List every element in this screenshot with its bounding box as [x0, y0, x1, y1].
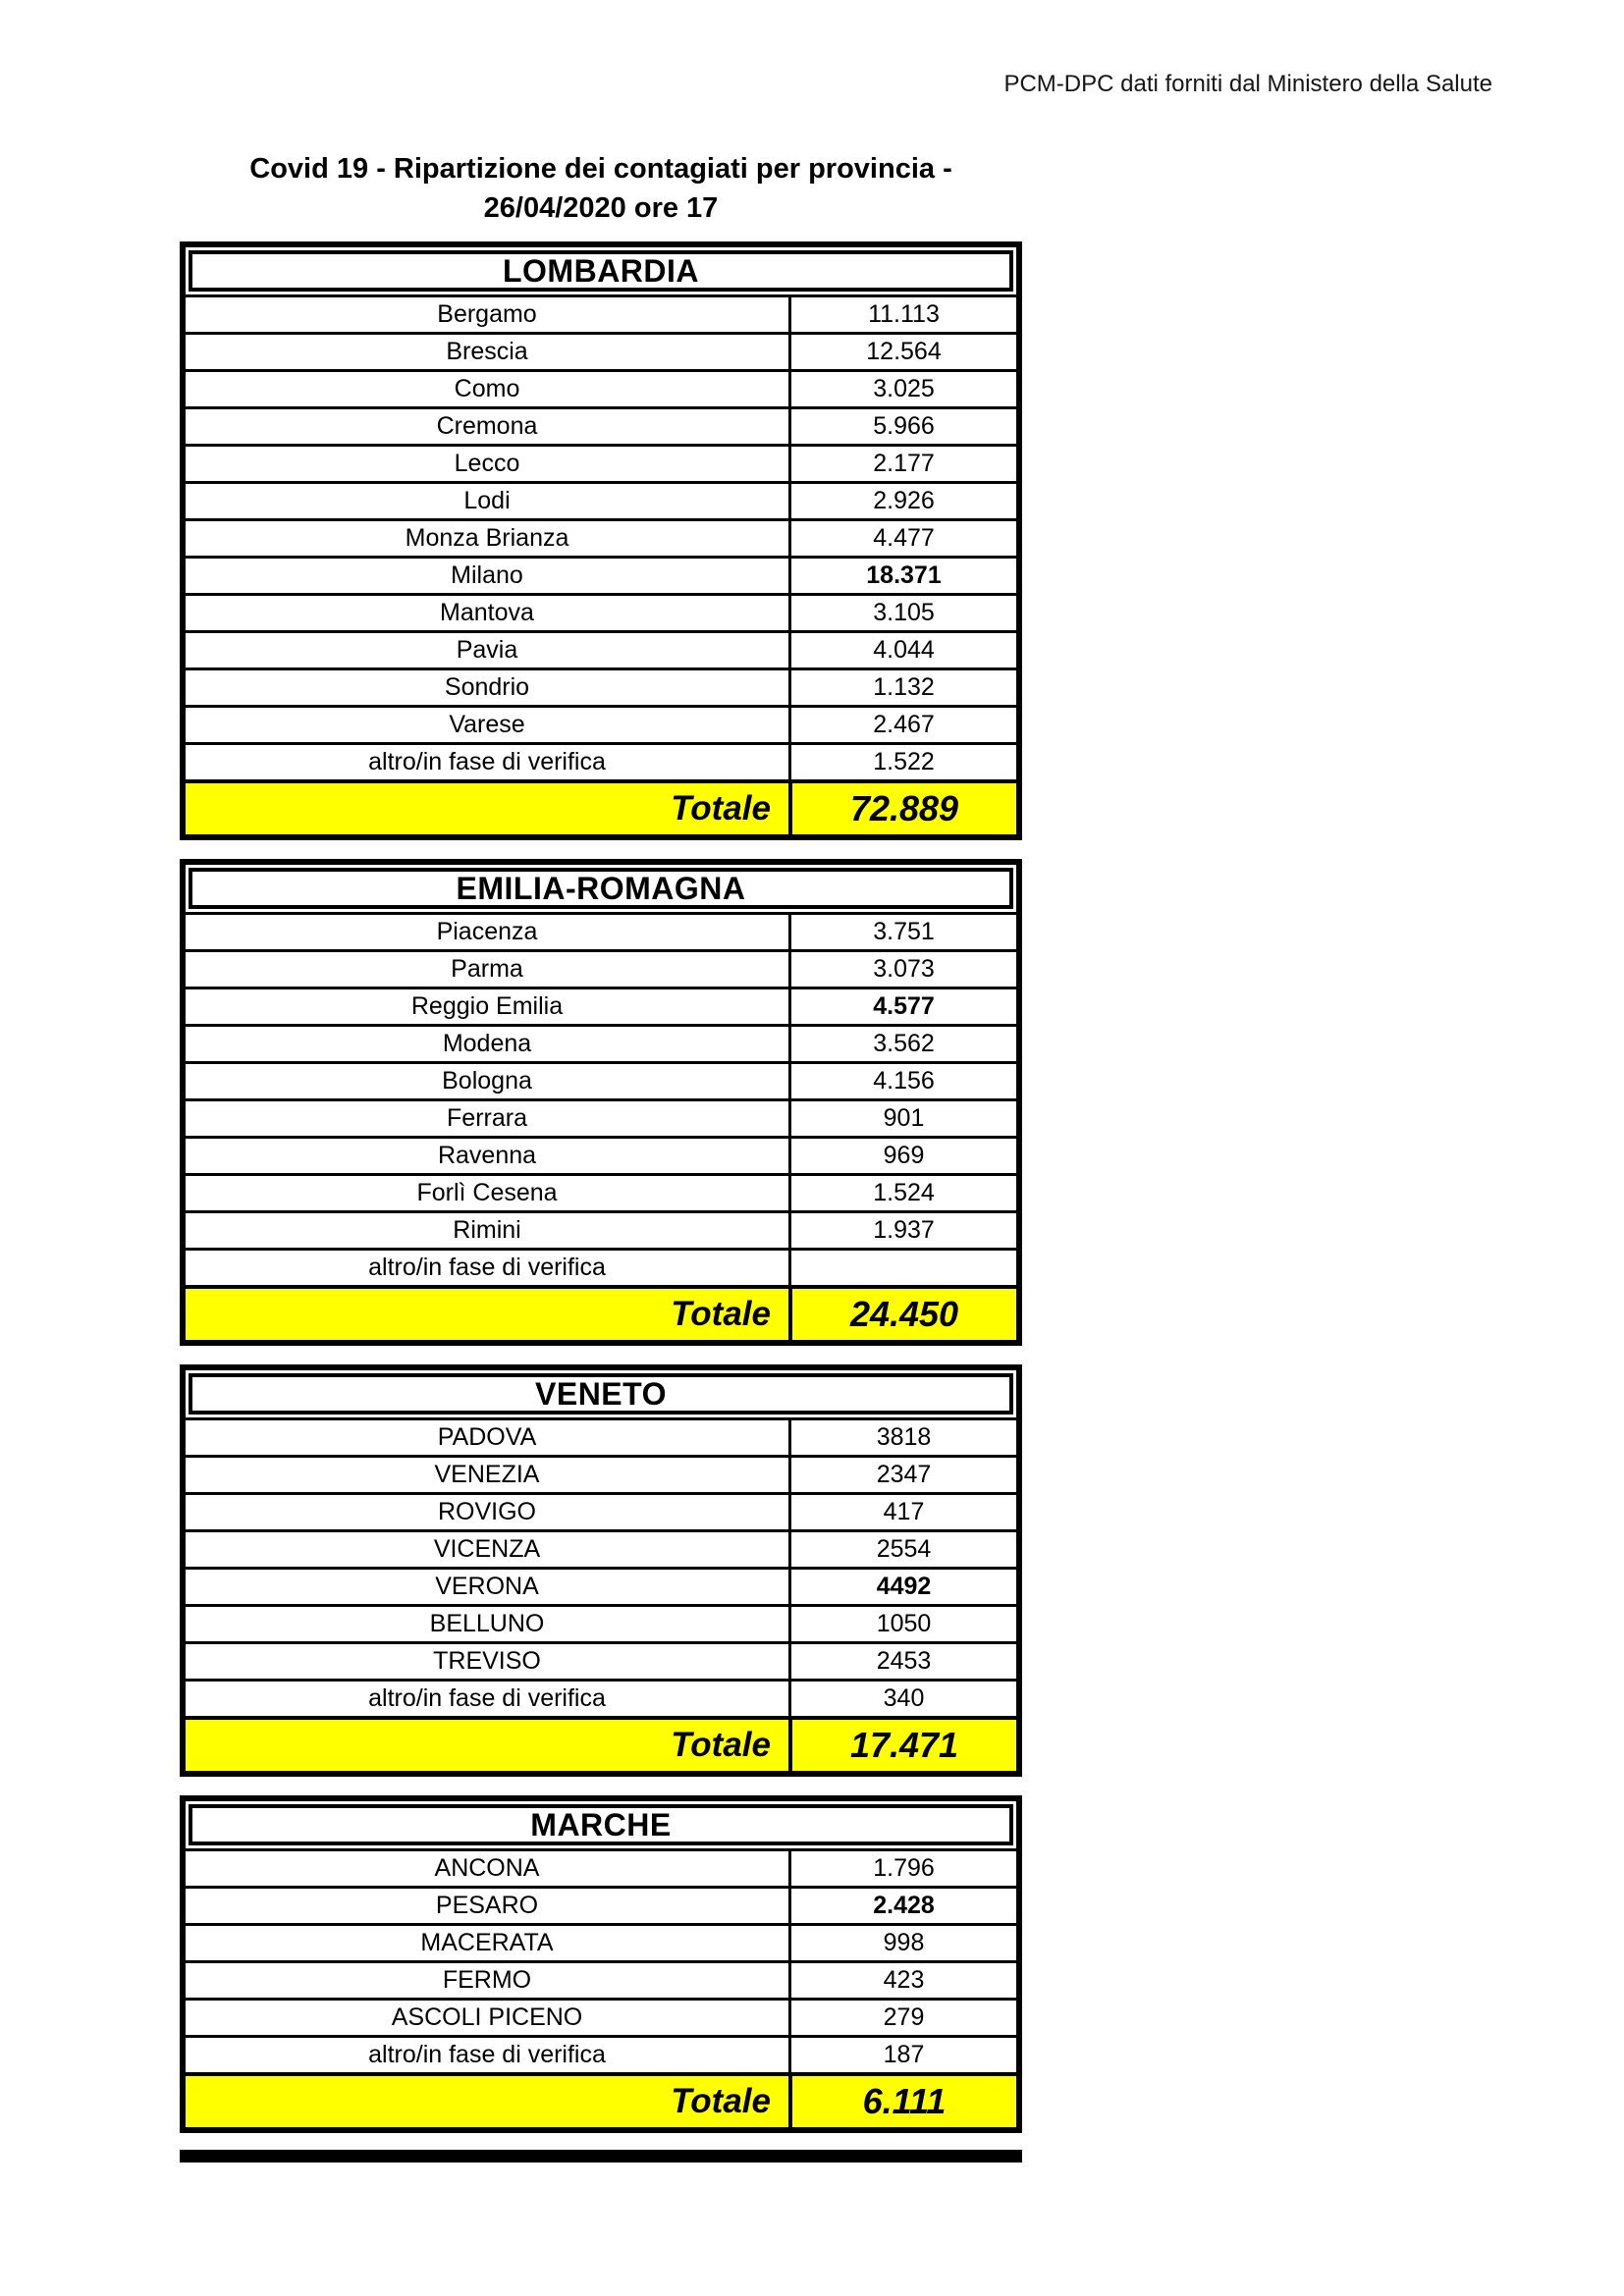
region-header: EMILIA-ROMAGNA: [189, 868, 1013, 909]
province-value: 3.105: [788, 596, 1016, 630]
table-row: [186, 1136, 1016, 1173]
total-label: Totale: [671, 2082, 771, 2120]
province-value: 4.044: [788, 633, 1016, 667]
region-header: VENETO: [189, 1373, 1013, 1415]
table-row: [186, 1248, 1016, 1285]
table-row: [186, 1061, 1016, 1098]
province-value: 11.113: [788, 297, 1016, 332]
total-label: Totale: [671, 789, 771, 828]
province-value: 2453: [788, 1644, 1016, 1679]
region-table-emilia-romagna: [180, 859, 1022, 1346]
province-name: PESARO: [435, 1892, 539, 1919]
province-value: 3.025: [788, 372, 1016, 406]
province-name: FERMO: [442, 1966, 532, 1994]
province-value: 2.467: [788, 708, 1016, 742]
table-row: [186, 630, 1016, 667]
province-value: 901: [788, 1101, 1016, 1136]
region-table-veneto: [180, 1364, 1022, 1777]
province-name: TREVISO: [433, 1647, 541, 1675]
province-value: 2.428: [788, 1889, 1016, 1923]
table-row: [186, 1098, 1016, 1136]
province-value: 1050: [788, 1607, 1016, 1641]
province-value: 417: [788, 1495, 1016, 1529]
province-name: altro/in fase di verifica: [368, 1254, 606, 1281]
province-value: 1.937: [788, 1213, 1016, 1248]
cutoff-table-top-border: [180, 2150, 1022, 2163]
province-name: Como: [454, 375, 520, 402]
region-header: MARCHE: [189, 1804, 1013, 1845]
province-name: Parma: [451, 955, 523, 983]
total-label: Totale: [671, 1295, 771, 1333]
province-name: Varese: [449, 711, 525, 738]
province-value: 4.477: [788, 521, 1016, 556]
total-row: [186, 1285, 1016, 1340]
province-name: VERONA: [435, 1573, 539, 1600]
province-name: Bergamo: [437, 300, 537, 328]
total-value: 24.450: [788, 1289, 1016, 1340]
source-note: PCM-DPC dati forniti dal Ministero della Salute: [1003, 71, 1492, 97]
table-row: [186, 444, 1016, 481]
province-value: 187: [788, 2038, 1016, 2072]
province-value: 279: [788, 2001, 1016, 2035]
province-name: Cremona: [436, 412, 538, 440]
page-title: [180, 149, 1022, 228]
province-value: 4.577: [788, 989, 1016, 1024]
province-value: 4492: [788, 1570, 1016, 1604]
page-title-line1: Covid 19 - Ripartizione dei contagiati per provincia -: [249, 153, 952, 185]
total-row: [186, 1716, 1016, 1771]
province-name: ASCOLI PICENO: [391, 2003, 583, 2031]
province-name: Reggio Emilia: [410, 992, 564, 1020]
province-value: 1.796: [788, 1851, 1016, 1886]
province-name: Forlì Cesena: [416, 1179, 558, 1206]
table-row: [186, 1960, 1016, 1998]
table-row: [186, 332, 1016, 369]
province-name: VICENZA: [433, 1535, 541, 1563]
table-row: [186, 1024, 1016, 1061]
table-row: [186, 2035, 1016, 2072]
total-row: [186, 2072, 1016, 2127]
province-name: altro/in fase di verifica: [368, 2041, 606, 2068]
table-row: [186, 1923, 1016, 1960]
province-name: Rimini: [453, 1216, 521, 1244]
province-name: PADOVA: [437, 1423, 537, 1451]
province-name: Brescia: [446, 338, 528, 365]
province-value: 2554: [788, 1532, 1016, 1567]
province-value: 340: [788, 1682, 1016, 1716]
table-row: [186, 949, 1016, 987]
province-name: Ferrara: [447, 1104, 527, 1132]
province-name: ROVIGO: [437, 1498, 536, 1525]
table-row: [186, 593, 1016, 630]
province-name: Milano: [451, 561, 523, 589]
table-row: [186, 406, 1016, 444]
province-name: BELLUNO: [429, 1610, 545, 1637]
region-table-marche: [180, 1795, 1022, 2133]
table-row: [186, 1529, 1016, 1567]
table-row: [186, 667, 1016, 705]
province-value: 18.371: [788, 559, 1016, 593]
province-name: Bologna: [442, 1067, 532, 1095]
region-table-lombardia: [180, 241, 1022, 840]
table-row: [186, 1604, 1016, 1641]
province-name: Lodi: [463, 487, 511, 514]
table-row: [186, 987, 1016, 1024]
table-row: [186, 1210, 1016, 1248]
province-value: 423: [788, 1963, 1016, 1998]
total-row: [186, 779, 1016, 834]
province-value: 969: [788, 1139, 1016, 1173]
total-label: Totale: [671, 1726, 771, 1764]
table-row: [186, 742, 1016, 779]
total-value: 17.471: [788, 1720, 1016, 1771]
table-row: [186, 481, 1016, 518]
province-value: 3.073: [788, 952, 1016, 987]
province-value: 1.524: [788, 1176, 1016, 1210]
table-row: [186, 1848, 1016, 1886]
province-name: Piacenza: [436, 918, 538, 945]
province-value: 4.156: [788, 1064, 1016, 1098]
total-value: 6.111: [788, 2076, 1016, 2127]
table-row: [186, 1417, 1016, 1455]
table-row: [186, 1998, 1016, 2035]
province-value: 2.177: [788, 447, 1016, 481]
table-row: [186, 1641, 1016, 1679]
province-value: 998: [788, 1926, 1016, 1960]
province-value: [788, 1251, 1016, 1285]
province-name: Monza Brianza: [405, 524, 569, 552]
region-header: LOMBARDIA: [189, 250, 1013, 292]
table-row: [186, 912, 1016, 949]
table-row: [186, 1886, 1016, 1923]
province-value: 2.926: [788, 484, 1016, 518]
province-name: Mantova: [440, 599, 534, 626]
table-row: [186, 556, 1016, 593]
province-name: altro/in fase di verifica: [368, 748, 606, 775]
table-row: [186, 518, 1016, 556]
table-row: [186, 1567, 1016, 1604]
total-value: 72.889: [788, 783, 1016, 834]
province-name: Modena: [442, 1030, 532, 1057]
table-row: [186, 705, 1016, 742]
province-value: 5.966: [788, 409, 1016, 444]
table-row: [186, 1492, 1016, 1529]
province-value: 3.562: [788, 1027, 1016, 1061]
province-value: 2347: [788, 1458, 1016, 1492]
province-value: 12.564: [788, 335, 1016, 369]
table-row: [186, 1173, 1016, 1210]
province-name: MACERATA: [420, 1929, 554, 1956]
province-name: Ravenna: [437, 1142, 537, 1169]
province-value: 3818: [788, 1420, 1016, 1455]
province-name: Pavia: [456, 636, 518, 664]
province-value: 1.522: [788, 745, 1016, 779]
province-value: 1.132: [788, 670, 1016, 705]
province-name: Lecco: [454, 450, 520, 477]
province-name: Sondrio: [444, 673, 530, 701]
province-name: altro/in fase di verifica: [368, 1684, 606, 1712]
province-value: 3.751: [788, 915, 1016, 949]
province-name: ANCONA: [434, 1854, 540, 1882]
table-row: [186, 1679, 1016, 1716]
region-tables-container: [180, 241, 1022, 2163]
table-row: [186, 1455, 1016, 1492]
table-row: [186, 369, 1016, 406]
page-title-line2: 26/04/2020 ore 17: [483, 192, 719, 224]
table-row: [186, 294, 1016, 332]
province-name: VENEZIA: [434, 1461, 540, 1488]
